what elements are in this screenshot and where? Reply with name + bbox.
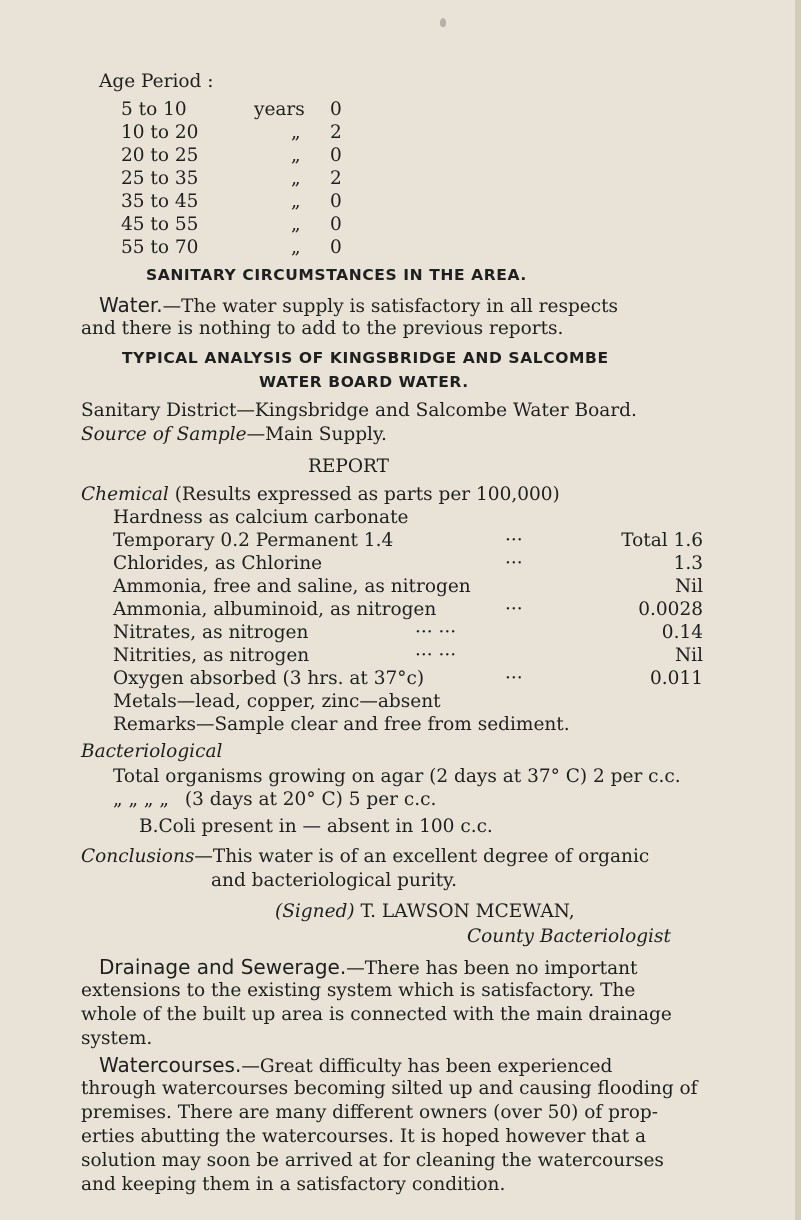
age-row bbox=[121, 214, 351, 236]
age-range: 45 to 55 bbox=[121, 214, 199, 235]
watercourses-text-3: premises. There are many different owners (over 50) of prop- bbox=[81, 1102, 659, 1123]
age-range: 25 to 35 bbox=[121, 168, 199, 189]
watercourses-label: Watercourses. bbox=[99, 1053, 242, 1077]
age-unit: „ bbox=[291, 145, 301, 166]
sanitary-heading: SANITARY CIRCUMSTANCES IN THE AREA. bbox=[146, 266, 527, 284]
water-label: Water. bbox=[99, 293, 163, 317]
drainage-paragraph bbox=[99, 956, 637, 980]
result-label: Ammonia, albuminoid, as nitrogen bbox=[113, 599, 437, 620]
signed-line bbox=[275, 901, 575, 923]
organisms-line-2 bbox=[113, 789, 436, 811]
result-row bbox=[113, 553, 703, 575]
conclusions-text-2: and bacteriological purity. bbox=[211, 870, 458, 891]
age-row bbox=[121, 237, 351, 259]
water-paragraph bbox=[99, 294, 618, 318]
metals-line: Metals—lead, copper, zinc—absent bbox=[113, 691, 441, 712]
chemical-line bbox=[81, 484, 560, 506]
drainage-label: Drainage and Sewerage. bbox=[99, 955, 347, 979]
source-label: Source of Sample bbox=[81, 424, 247, 445]
age-unit: „ bbox=[291, 237, 301, 258]
age-range: 10 to 20 bbox=[121, 122, 199, 143]
result-row bbox=[113, 599, 703, 621]
water-text-2: and there is nothing to add to the previous reports. bbox=[81, 318, 564, 339]
result-row bbox=[113, 645, 703, 667]
result-row bbox=[113, 668, 703, 690]
signed-name: T. LAWSON MCEWAN, bbox=[360, 901, 575, 922]
result-label: Nitrates, as nitrogen bbox=[113, 622, 309, 643]
watercourses-text-5: solution may soon be arrived at for cleaning the watercourses bbox=[81, 1150, 664, 1171]
age-count: 0 bbox=[330, 99, 342, 120]
conclusions-text: —This water is of an excellent degree of organic bbox=[194, 846, 650, 867]
watercourses-paragraph bbox=[99, 1054, 612, 1078]
watercourses-text-4: erties abutting the watercourses. It is hoped however that a bbox=[81, 1126, 647, 1147]
watercourses-text: —Great difficulty has been experienced bbox=[241, 1056, 613, 1077]
age-unit: „ bbox=[291, 214, 301, 235]
chemical-note: (Results expressed as parts per 100,000) bbox=[174, 484, 560, 505]
result-row bbox=[113, 576, 703, 598]
result-value: 0.0028 bbox=[638, 599, 703, 620]
bcoli-line: B.Coli present in — absent in 100 c.c. bbox=[139, 816, 493, 837]
chemical-label: Chemical bbox=[81, 484, 169, 505]
result-value: Nil bbox=[674, 645, 703, 666]
age-count: 0 bbox=[330, 145, 342, 166]
result-dots: ··· bbox=[505, 530, 523, 551]
ditto-marks: „ „ „ „ bbox=[113, 789, 169, 810]
age-row bbox=[121, 122, 351, 144]
result-dots: ··· ··· bbox=[415, 645, 457, 666]
watercourses-text-6: and keeping them in a satisfactory condition. bbox=[81, 1174, 506, 1195]
result-label: Temporary 0.2 Permanent 1.4 bbox=[113, 530, 394, 551]
paper-mark bbox=[440, 18, 446, 27]
age-range: 20 to 25 bbox=[121, 145, 199, 166]
drainage-text-2: extensions to the existing system which is satisfactory. The bbox=[81, 980, 636, 1001]
age-count: 2 bbox=[330, 122, 342, 143]
result-value: 1.3 bbox=[673, 553, 703, 574]
result-dots: ··· bbox=[505, 553, 523, 574]
age-unit: „ bbox=[291, 191, 301, 212]
analysis-heading-1: TYPICAL ANALYSIS OF KINGSBRIDGE AND SALCOMBE bbox=[122, 349, 609, 367]
age-unit: „ bbox=[291, 122, 301, 143]
result-value: Total 1.6 bbox=[621, 530, 703, 551]
result-label: Chlorides, as Chlorine bbox=[113, 553, 323, 574]
conclusions-line bbox=[81, 846, 649, 868]
source-value: —Main Supply. bbox=[246, 424, 387, 445]
result-label: Nitrities, as nitrogen bbox=[113, 645, 310, 666]
result-value: 0.011 bbox=[650, 668, 703, 689]
watercourses-text-2: through watercourses becoming silted up and causing flooding of bbox=[81, 1078, 698, 1099]
source-line bbox=[81, 424, 387, 446]
result-dots: ··· ··· bbox=[415, 622, 457, 643]
result-label: Ammonia, free and saline, as nitrogen bbox=[113, 576, 471, 597]
organisms-line-1: Total organisms growing on agar (2 days at 37° C) 2 per c.c. bbox=[113, 766, 681, 787]
result-dots: ··· bbox=[505, 599, 523, 620]
age-range: 35 to 45 bbox=[121, 191, 199, 212]
age-row bbox=[121, 99, 351, 121]
result-dots: ··· bbox=[505, 668, 523, 689]
age-row bbox=[121, 145, 351, 167]
age-range: 5 to 10 bbox=[121, 99, 187, 120]
age-count: 2 bbox=[330, 168, 342, 189]
age-unit: „ bbox=[291, 168, 301, 189]
age-count: 0 bbox=[330, 214, 342, 235]
age-row bbox=[121, 168, 351, 190]
water-text: —The water supply is satisfactory in all respects bbox=[162, 296, 619, 317]
result-value: Nil bbox=[674, 576, 703, 597]
result-value: 0.14 bbox=[661, 622, 703, 643]
page-edge bbox=[795, 0, 801, 1220]
hardness-line: Hardness as calcium carbonate bbox=[113, 507, 409, 528]
age-count: 0 bbox=[330, 237, 342, 258]
signed-title: County Bacteriologist bbox=[467, 926, 671, 947]
drainage-text-3: whole of the built up area is connected with the main drainage bbox=[81, 1004, 672, 1025]
sanitary-district: Sanitary District—Kingsbridge and Salcombe Water Board. bbox=[81, 400, 637, 421]
age-period-heading: Age Period : bbox=[99, 71, 214, 92]
age-count: 0 bbox=[330, 191, 342, 212]
result-label: Oxygen absorbed (3 hrs. at 37°c) bbox=[113, 668, 425, 689]
age-range: 55 to 70 bbox=[121, 237, 199, 258]
drainage-text: —There has been no important bbox=[346, 958, 638, 979]
result-row bbox=[113, 622, 703, 644]
conclusions-label: Conclusions bbox=[81, 846, 195, 867]
signed-label: (Signed) bbox=[275, 901, 355, 922]
age-row bbox=[121, 191, 351, 213]
bacteriological-label: Bacteriological bbox=[81, 741, 223, 762]
remarks-line: Remarks—Sample clear and free from sediment. bbox=[113, 714, 570, 735]
analysis-heading-2: WATER BOARD WATER. bbox=[259, 373, 469, 391]
result-row bbox=[113, 530, 703, 552]
organisms-detail: (3 days at 20° C) 5 per c.c. bbox=[184, 789, 437, 810]
report-heading: REPORT bbox=[308, 456, 389, 477]
drainage-text-4: system. bbox=[81, 1028, 153, 1049]
age-unit: years bbox=[254, 99, 305, 120]
